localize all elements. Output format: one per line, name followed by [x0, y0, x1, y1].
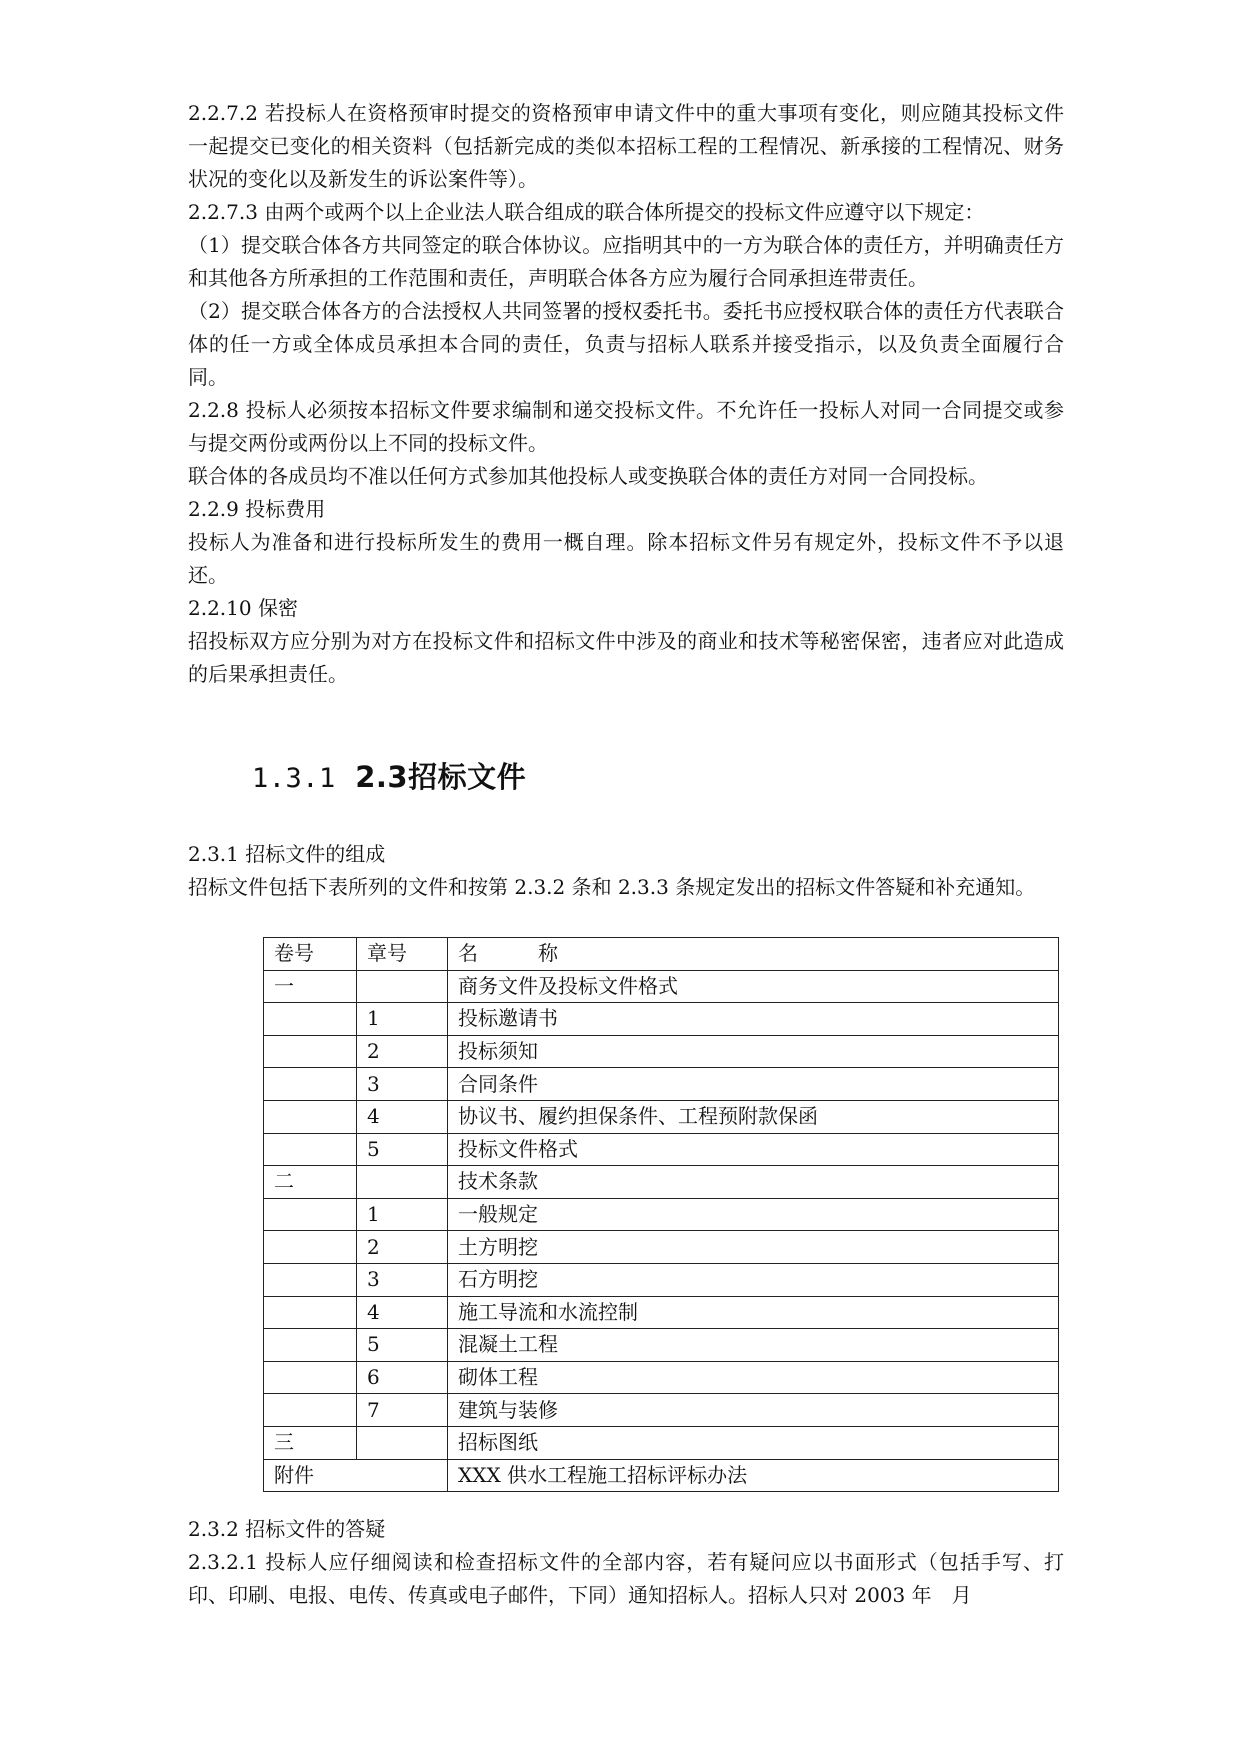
table-row [264, 1100, 1059, 1133]
cell-name: 投标须知 [448, 1035, 1059, 1068]
paragraph-2-3-1-body: 招标文件包括下表所列的文件和按第 2.3.2 条和 2.3.3 条规定发出的招标文件答疑和补充通知。 [188, 875, 1036, 899]
bottom-text-block [188, 1513, 1064, 1612]
paragraph-bid-cost: 投标人为准备和进行投标所发生的费用一概自理。除本招标文件另有规定外，投标文件不予以退还。 [188, 530, 1064, 587]
cell-name: 建筑与装修 [448, 1394, 1059, 1427]
section-intro [188, 838, 1064, 904]
cell-vol [264, 1296, 357, 1329]
cell-vol [264, 1361, 357, 1394]
table-row [264, 1361, 1059, 1394]
cell-chapter [357, 970, 448, 1003]
table-row [264, 1231, 1059, 1264]
cell-name: XXX 供水工程施工招标评标办法 [448, 1459, 1059, 1492]
cell-name: 一般规定 [448, 1198, 1059, 1231]
cell-name: 砌体工程 [448, 1361, 1059, 1394]
heading-number: 1.3.1 [252, 763, 336, 794]
header-vol: 卷号 [264, 938, 357, 971]
table-row [264, 1263, 1059, 1296]
cell-chapter: 5 [357, 1133, 448, 1166]
table-row [264, 1003, 1059, 1036]
cell-name: 合同条件 [448, 1068, 1059, 1101]
paragraph-2-2-7-3: 2.2.7.3 由两个或两个以上企业法人联合组成的联合体所提交的投标文件应遵守以下规定： [188, 200, 985, 224]
cell-vol: 三 [264, 1426, 357, 1459]
cell-name: 招标图纸 [448, 1426, 1059, 1459]
cell-chapter: 1 [357, 1003, 448, 1036]
paragraph-confidentiality: 招投标双方应分别为对方在投标文件和招标文件中涉及的商业和技术等秘密保密，违者应对此造成的后果承担责任。 [188, 629, 1064, 686]
table-row [264, 1198, 1059, 1231]
table-header-row [264, 938, 1059, 971]
paragraph-consortium-rule: 联合体的各成员均不准以任何方式参加其他投标人或变换联合体的责任方对同一合同投标。 [188, 464, 988, 488]
cell-vol [264, 1133, 357, 1166]
cell-chapter: 2 [357, 1231, 448, 1264]
cell-vol [264, 1100, 357, 1133]
table-row [264, 1035, 1059, 1068]
header-chapter: 章号 [357, 938, 448, 971]
cell-vol: 附件 [264, 1459, 448, 1492]
cell-chapter: 4 [357, 1100, 448, 1133]
cell-name: 商务文件及投标文件格式 [448, 970, 1059, 1003]
cell-vol [264, 1003, 357, 1036]
cell-chapter: 6 [357, 1361, 448, 1394]
cell-name: 施工导流和水流控制 [448, 1296, 1059, 1329]
cell-name: 土方明挖 [448, 1231, 1059, 1264]
paragraph-2-3-1-title: 2.3.1 招标文件的组成 [188, 842, 386, 866]
cell-name: 石方明挖 [448, 1263, 1059, 1296]
table-row [264, 1068, 1059, 1101]
table-row [264, 1426, 1059, 1459]
cell-vol [264, 1329, 357, 1362]
section-heading [252, 757, 526, 799]
paragraph-2-2-7-2: 2.2.7.2 若投标人在资格预审时提交的资格预审申请文件中的重大事项有变化，则应随其投标文件一起提交已变化的相关资料（包括新完成的类似本招标工程的工程情况、新承接的工程情况、财务状况的变化以及新发生的诉讼案件等）。 [188, 101, 1064, 191]
cell-name: 投标文件格式 [448, 1133, 1059, 1166]
cell-name: 技术条款 [448, 1166, 1059, 1199]
cell-vol [264, 1231, 357, 1264]
table-row [264, 1296, 1059, 1329]
cell-name: 混凝土工程 [448, 1329, 1059, 1362]
top-text-block [188, 97, 1064, 691]
header-name: 名 称 [448, 938, 1059, 971]
table-row-appendix [264, 1459, 1059, 1492]
cell-chapter: 3 [357, 1068, 448, 1101]
cell-chapter: 7 [357, 1394, 448, 1427]
paragraph-item-1: （1）提交联合体各方共同签定的联合体协议。应指明其中的一方为联合体的责任方，并明确责任方和其他各方所承担的工作范围和责任，声明联合体各方应为履行合同承担连带责任。 [188, 233, 1064, 290]
paragraph-2-2-8: 2.2.8 投标人必须按本招标文件要求编制和递交投标文件。不允许任一投标人对同一合同提交或参与提交两份或两份以上不同的投标文件。 [188, 398, 1064, 455]
cell-vol [264, 1263, 357, 1296]
cell-chapter: 2 [357, 1035, 448, 1068]
cell-name: 协议书、履约担保条件、工程预附款保函 [448, 1100, 1059, 1133]
cell-vol: 二 [264, 1166, 357, 1199]
table-row [264, 1133, 1059, 1166]
cell-vol [264, 1035, 357, 1068]
paragraph-2-2-10-title: 2.2.10 保密 [188, 596, 298, 620]
table-row [264, 970, 1059, 1003]
cell-chapter: 4 [357, 1296, 448, 1329]
cell-chapter: 1 [357, 1198, 448, 1231]
paragraph-2-2-9-title: 2.2.9 投标费用 [188, 497, 326, 521]
cell-vol [264, 1198, 357, 1231]
cell-vol [264, 1068, 357, 1101]
cell-vol [264, 1394, 357, 1427]
cell-chapter: 5 [357, 1329, 448, 1362]
document-composition-table [263, 937, 1059, 1492]
cell-vol: 一 [264, 970, 357, 1003]
paragraph-item-2: （2）提交联合体各方的合法授权人共同签署的授权委托书。委托书应授权联合体的责任方代表联合体的任一方或全体成员承担本合同的责任，负责与招标人联系并接受指示，以及负责全面履行合同。 [188, 299, 1064, 389]
paragraph-2-3-2-title: 2.3.2 招标文件的答疑 [188, 1517, 386, 1541]
paragraph-2-3-2-1: 2.3.2.1 投标人应仔细阅读和检查招标文件的全部内容，若有疑问应以书面形式（包括手写、打印、印刷、电报、电传、传真或电子邮件，下同）通知招标人。招标人只对 2003 年 月 [188, 1550, 1064, 1607]
table-row [264, 1394, 1059, 1427]
heading-title: 2.3招标文件 [355, 760, 527, 794]
table-row [264, 1329, 1059, 1362]
table-row [264, 1166, 1059, 1199]
cell-chapter [357, 1426, 448, 1459]
cell-chapter [357, 1166, 448, 1199]
cell-chapter: 3 [357, 1263, 448, 1296]
cell-name: 投标邀请书 [448, 1003, 1059, 1036]
